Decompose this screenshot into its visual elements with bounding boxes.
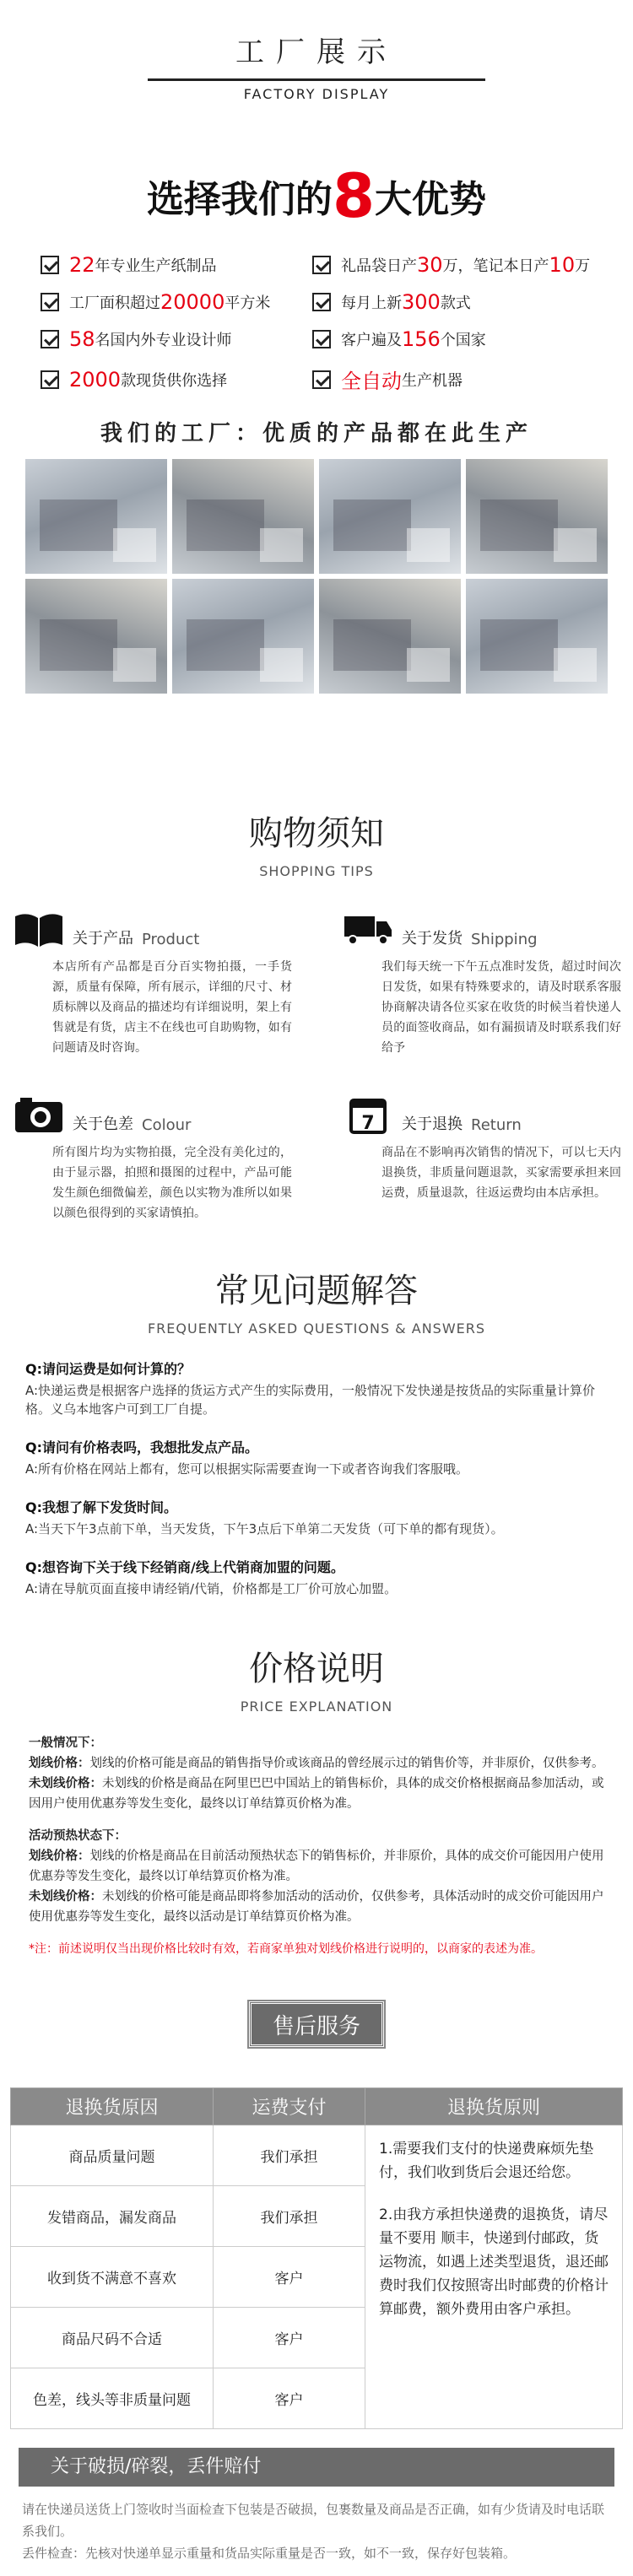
faq-answer: A:所有价格在网站上都有，您可以根据实际需要查询一下或者咨询我们客服哦。 (25, 1461, 469, 1477)
price-title: 价格说明 (249, 1650, 384, 1688)
truck-icon (343, 910, 393, 948)
faq-question: Q:想咨询下关于线下经销商/线上代销商加盟的问题。 (25, 1559, 344, 1575)
price-text: 未划线的价格可能是商品即将参加活动的活动价，仅供参考，具体活动时的成交价可能因用户使用优惠券等发生变化，最终以活动是订单结算页价格为准。 (29, 1890, 604, 1924)
principle-1: 1.需要我们支付的快递费麻烦先垫付，我们收到货后会退还给您。 (379, 2141, 594, 2181)
shipping-payer: 客户 (214, 2247, 365, 2308)
table-header: 运费支付 (214, 2088, 365, 2125)
factory-photo (466, 579, 608, 694)
checkbox-icon (312, 330, 331, 348)
factory-photo (319, 579, 461, 694)
tip-title-en: Colour (142, 1116, 192, 1134)
advantage-post-2: 万 (575, 257, 591, 275)
advantages-title-number: 8 (332, 160, 376, 231)
advantage-post: 平方米 (225, 294, 271, 312)
tip-product (14, 910, 292, 1058)
table-header: 退换货原因 (11, 2088, 214, 2125)
svg-text:7: 7 (361, 1113, 375, 1134)
price-line (29, 1774, 604, 1814)
breakage-text-2: 丢件检查：先核对快递单显示重量和货品实际重量是否一致，如不一致，保存好包装箱。 (22, 2546, 517, 2561)
price-group-head: 活动预热状态下： (29, 1829, 127, 1843)
advantage-number: 20000 (160, 290, 225, 314)
advantage-item (41, 327, 294, 351)
factory-header (0, 0, 633, 101)
tip-title: 关于色差 (73, 1115, 133, 1133)
shopping-section (0, 807, 633, 1264)
advantage-item (41, 253, 294, 277)
return-table (10, 2087, 623, 2429)
advantage-number: 2000 (69, 367, 122, 392)
factory-title: 工厂展示 (235, 35, 398, 69)
factory-photo (172, 459, 314, 574)
faq-list (0, 1358, 633, 1598)
advantage-post: 年专业生产纸制品 (95, 257, 217, 275)
table-header-row (11, 2088, 623, 2125)
tip-title-en: Shipping (471, 931, 538, 948)
price-label: 划线价格： (29, 1757, 90, 1770)
advantage-post: 款现货供你选择 (121, 371, 228, 390)
advantages-list (41, 253, 633, 394)
advantage-number: 30 (417, 253, 443, 277)
advantage-post: 款式 (440, 294, 471, 312)
advantages-title (0, 160, 633, 231)
shopping-tips (0, 910, 633, 1264)
price-label: 未划线价格： (29, 1890, 102, 1904)
tip-title: 关于退换 (402, 1115, 463, 1133)
advantage-item (312, 365, 616, 394)
checkbox-icon (312, 293, 331, 311)
price-line (29, 1846, 604, 1887)
book-icon (14, 910, 64, 948)
return-reason: 色差，线头等非质量问题 (11, 2368, 214, 2429)
price-subtitle: PRICE EXPLANATION (240, 1698, 393, 1715)
return-reason: 商品质量问题 (11, 2125, 214, 2186)
table-row (11, 2125, 623, 2186)
advantages-title-pre: 选择我们的 (146, 178, 333, 221)
price-note: *注：前述说明仅当出现价格比较时有效，若商家单独对划线价格进行说明的，以商家的表述为准。 (29, 1942, 543, 1956)
shipping-payer: 我们承担 (214, 2186, 365, 2247)
after-sale-label: 售后服务 (249, 2001, 384, 2047)
faq-title: 常见问题解答 (215, 1272, 418, 1310)
factory-photo (25, 459, 167, 574)
tip-body: 商品在不影响再次销售的情况下，可以七天内退换货，非质量问题退款，买家需要承担来回运费，质量退款，往返运费均由本店承担。 (381, 1146, 621, 1200)
tip-shipping (343, 910, 621, 1058)
return-reason: 收到货不满意不喜欢 (11, 2247, 214, 2308)
tip-body: 本店所有产品都是百分百实物拍摄，一手货源，质量有保障，所有展示，详细的尺寸、材质标牌以及商品的描述均有详细说明，架上有售就是有货，店主不在线也可自助购物，如有问题请及时咨询。 (52, 960, 292, 1055)
advantage-post: 个国家 (440, 332, 486, 349)
shipping-payer: 客户 (214, 2308, 365, 2368)
price-body (0, 1733, 633, 1959)
price-label: 未划线价格： (29, 1777, 102, 1790)
advantage-pre: 礼品袋日产 (341, 257, 417, 275)
factory-photo (172, 579, 314, 694)
advantages-title-post: 大优势 (375, 178, 487, 221)
checkbox-icon (41, 256, 59, 274)
advantage-pre: 客户遍及 (341, 332, 402, 349)
checkbox-icon (312, 370, 331, 389)
tip-body: 我们每天统一下午五点准时发货，超过时间次日发货，如果有特殊要求的，请及时联系客服协商解决请各位买家在收货的时候当着快递人员的面签收商品，如有漏损请及时联系我们好给予 (381, 960, 621, 1055)
principle-2: 2.由我方承担快递费的退换货，请尽量不要用 顺丰，快递到付邮政，货运物流，如遇上述类型退货，退还邮费时我们仅按照寄出时邮费的价格计算邮费，额外费用由客户承担。 (379, 2206, 609, 2318)
shopping-title: 购物须知 (249, 814, 384, 853)
tip-title: 关于发货 (402, 930, 463, 948)
calendar-icon (343, 1095, 393, 1134)
price-section (0, 1642, 633, 1959)
advantage-item (41, 290, 294, 314)
breakage-text (0, 2487, 633, 2576)
checkbox-icon (41, 293, 59, 311)
advantage-number-2: 10 (549, 253, 576, 277)
checkbox-icon (41, 370, 59, 389)
tip-title-en: Return (471, 1116, 522, 1134)
price-group-head: 一般情况下： (29, 1736, 102, 1750)
advantage-post: 名国内外专业设计师 (95, 332, 232, 349)
faq-section (0, 1264, 633, 1598)
price-label: 划线价格： (29, 1850, 90, 1863)
faq-answer: A:请在导航页面直接申请经销/代销，价格都是工厂价可放心加盟。 (25, 1581, 398, 1596)
breakage-title: 关于破损/碎裂，丢件赔付 (19, 2448, 614, 2487)
checkbox-icon (41, 330, 59, 348)
price-line (29, 1753, 604, 1774)
return-reason: 商品尺码不合适 (11, 2308, 214, 2368)
advantage-number: 22 (69, 253, 95, 277)
advantage-item (41, 365, 294, 394)
advantage-number: 58 (69, 327, 95, 351)
faq-answer: A:当天下午3点前下单，当天发货，下午3点后下单第二天发货（可下单的都有现货）。 (25, 1521, 504, 1536)
shipping-payer: 客户 (214, 2368, 365, 2429)
return-principles (365, 2125, 623, 2429)
price-text: 划线的价格是商品在目前活动预热状态下的销售标价，并非原价，具体的成交价可能因用户使用优惠券等发生变化，最终以订单结算页价格为准。 (29, 1850, 604, 1883)
faq-question: Q:请问运费是如何计算的？ (25, 1361, 192, 1377)
faq-answer: A:快递运费是根据客户选择的货运方式产生的实际费用，一般情况下发快递是按货品的实际重量计算价格。义乌本地客户可到工厂自提。 (25, 1383, 596, 1417)
camera-icon (14, 1095, 64, 1134)
price-text: 划线的价格可能是商品的销售指导价或该商品的曾经展示过的销售价等，并非原价，仅供参考。 (89, 1757, 604, 1770)
return-reason: 发错商品，漏发商品 (11, 2186, 214, 2247)
tip-title: 关于产品 (73, 930, 133, 948)
advantage-pre: 每月上新 (341, 294, 402, 312)
advantage-number: 300 (402, 290, 441, 314)
divider (148, 78, 485, 81)
advantage-post: 生产机器 (402, 371, 463, 390)
faq-question: Q:请问有价格表吗，我想批发点产品。 (25, 1439, 259, 1455)
factory-photo (25, 579, 167, 694)
shopping-subtitle: SHOPPING TIPS (259, 863, 374, 879)
advantage-number: 156 (402, 327, 441, 351)
tip-title-en: Product (142, 931, 200, 948)
faq-subtitle: FREQUENTLY ASKED QUESTIONS & ANSWERS (147, 1320, 486, 1337)
advantage-item (312, 327, 616, 351)
factory-photo (466, 459, 608, 574)
breakage-text-1: 请在快递员送货上门签收时当面检查下包装是否破损，包裹数量及商品是否正确，如有少货请及时电话联系我们。 (22, 2502, 605, 2539)
advantage-post: 万，笔记本日产 (442, 257, 549, 275)
advantage-pre: 工厂面积超过 (69, 294, 160, 312)
factory-photo (319, 459, 461, 574)
factory-subtitle: FACTORY DISPLAY (243, 86, 390, 102)
faq-question: Q:我想了解下发货时间。 (25, 1499, 178, 1515)
shipping-payer: 我们承担 (214, 2125, 365, 2186)
advantage-item (312, 290, 616, 314)
price-text: 未划线的价格是商品在阿里巴巴中国站上的销售标价，具体的成交价格根据商品参加活动，或因用户使用优惠券等发生变化，最终以订单结算页价格为准。 (29, 1777, 604, 1811)
factory-photo-grid (25, 459, 608, 694)
price-line (29, 1887, 604, 1927)
tip-body: 所有图片均为实物拍摄，完全没有美化过的，由于显示器，拍照和摄图的过程中，产品可能发生颜色细微偏差，颜色以实物为准所以如果以颜色很得到的买家请慎拍。 (52, 1146, 292, 1220)
advantage-number: 全自动 (341, 370, 402, 393)
factory-caption: 我们的工厂：优质的产品都在此生产 (100, 421, 533, 446)
table-header: 退换货原则 (365, 2088, 623, 2125)
tip-return (343, 1095, 621, 1203)
checkbox-icon (312, 256, 331, 274)
tip-colour (14, 1095, 292, 1223)
advantage-item (312, 253, 616, 277)
